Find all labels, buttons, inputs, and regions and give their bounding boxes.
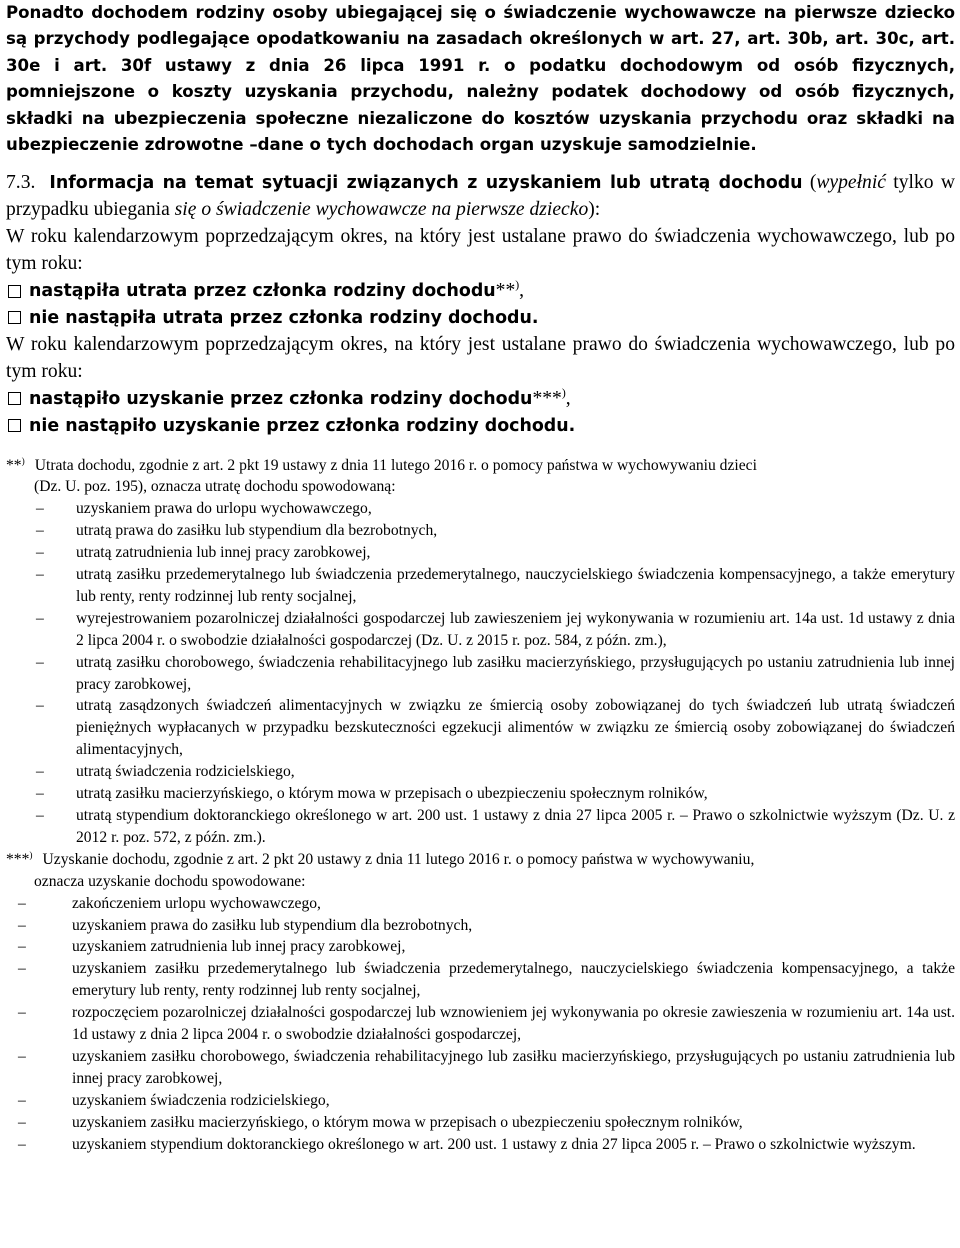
list-item: – uzyskaniem prawa do urlopu wychowawczego, — [6, 498, 955, 520]
list-item: – utratą zatrudnienia lub innej pracy zarobkowej, — [6, 542, 955, 564]
loss-option-yes-sup: ) — [515, 278, 520, 292]
loss-question: W roku kalendarzowym poprzedzającym okres, na który jest ustalane prawo do świadczenia wychowawczego, lub po tym roku: — [6, 226, 955, 275]
footnote-loss-marker-sup: ) — [21, 456, 25, 467]
checkbox-gain-yes[interactable] — [8, 392, 21, 405]
footnote-loss-line1: Utrata dochodu, zgodnie z art. 2 pkt 19 ustawy z dnia 11 lutego 2016 r. o pomocy państwa w wychowywaniu dzieci — [34, 456, 757, 474]
gain-option-yes-sup: ) — [561, 386, 566, 400]
paren-normal: tylko w przypadku ubiegania — [6, 172, 955, 221]
list-item: – wyrejestrowaniem pozarolniczej działalności gospodarczej lub zawieszeniem jej wykonywania w rozumieniu art. 14a ust. 1d ustawy z dnia 2 lipca 2004 r. o swobodzie działalności gospodarczej (Dz. U. z 2015 r. poz. 584, z późn. zm.), — [6, 608, 955, 652]
list-item: – utratą prawa do zasiłku lub stypendium dla bezrobotnych, — [6, 520, 955, 542]
list-item: – uzyskaniem stypendium doktoranckiego określonego w art. 200 ust. 1 ustawy z dnia 27 lipca 2005 r. – Prawo o szkolnictwie wyższym. — [6, 1134, 955, 1156]
footnote-gain-intro — [6, 849, 955, 893]
checkbox-gain-no[interactable] — [8, 419, 21, 432]
footnote-loss — [6, 455, 955, 849]
list-item: – utratą zasiłku macierzyńskiego, o którym mowa w przepisach o ubezpieczeniu społecznym rolników, — [6, 783, 955, 805]
gain-option-no-label: nie nastąpiło uzyskanie przez członka rodziny dochodu. — [29, 415, 576, 436]
section-7-3 — [6, 170, 955, 439]
gain-option-yes-tail: , — [565, 387, 571, 409]
list-item: – uzyskaniem zasiłku przedemerytalnego lub świadczenia przedemerytalnego, nauczycielskiego świadczenia kompensacyjnego, a także emerytury lub renty, renty rodzinnej lub renty socjalnej, — [6, 958, 955, 1002]
list-item: – uzyskaniem zasiłku macierzyńskiego, o którym mowa w przepisach o ubezpieczeniu społecznym rolników, — [6, 1112, 955, 1134]
checkbox-loss-yes[interactable] — [8, 285, 21, 298]
paren-italic-2: się o świadczenie wychowawcze na pierwsze dziecko — [174, 199, 589, 221]
footnote-gain-line1: Uzyskanie dochodu, zgodnie z art. 2 pkt 20 ustawy z dnia 11 lutego 2016 r. o pomocy państwa w wychowywaniu, — [42, 850, 755, 868]
list-item: – rozpoczęciem pozarolniczej działalności gospodarczej lub wznowieniem jej wykonywania po okresie zawieszenia w rozumieniu art. 14a ust. 1d ustawy z dnia 2 lipca 2004 r. o swobodzie działalności gospodarczej, — [6, 1002, 955, 1046]
checkbox-loss-no[interactable] — [8, 311, 21, 324]
list-item: – utratą zasądzonych świadczeń alimentacyjnych w związku ze śmiercią osoby zobowiązanej do tych świadczeń lub utratą świadczeń pieniężnych wypłacanych w przypadku bezskuteczności egzekucji alimentów w związku ze śmiercią osoby zobowiązanej do świadczeń alimentacyjnych, — [6, 695, 955, 761]
list-item: – utratą stypendium doktoranckiego określonego w art. 200 ust. 1 ustawy z dnia 27 lipca 2005 r. – Prawo o szkolnictwie wyższym (Dz. U. z 2012 r. poz. 572, z późn. zm.). — [6, 805, 955, 849]
paren-open: ( — [802, 172, 817, 194]
paren-italic-1: wypełnić — [816, 172, 886, 194]
list-item: – uzyskaniem zasiłku chorobowego, świadczenia rehabilitacyjnego lub zasiłku macierzyńskiego, przysługujących po ustaniu zatrudnienia lub innej pracy zarobkowej, — [6, 1046, 955, 1090]
list-item: – utratą zasiłku przedemerytalnego lub świadczenia przedemerytalnego, nauczycielskiego świadczenia kompensacyjnego, a także emerytury lub renty, renty rodzinnej lub renty socjalnej, — [6, 564, 955, 608]
footnote-loss-list — [6, 498, 955, 849]
intro-paragraph: Ponadto dochodem rodziny osoby ubiegającej się o świadczenie wychowawcze na pierwsze dziecko są przychody podlegające opodatkowaniu na zasadach określonych w art. 27, art. 30b, art. 30c, art. 30e i art. 30f ustawy z dnia 26 lipca 1991 r. o podatku dochodowym od osób fizycznych, pomniejszone o koszty uzyskania przychodu, należny podatek dochodowy od osób fizycznych, składki na ubezpieczenia społeczne niezaliczone do kosztów uzyskania przychodu oraz składki na ubezpieczenie zdrowotne –dane o tych dochodach organ uzyskuje samodzielnie. — [6, 3, 955, 155]
footnote-loss-marker: ** — [6, 456, 22, 474]
footnote-loss-line2: (Dz. U. poz. 195), oznacza utratę dochodu spowodowaną: — [34, 478, 396, 496]
list-item: – uzyskaniem świadczenia rodzicielskiego, — [6, 1090, 955, 1112]
footnote-gain-list — [6, 893, 955, 1156]
loss-option-no-label: nie nastąpiła utrata przez członka rodziny dochodu. — [29, 307, 539, 328]
list-item: – uzyskaniem zatrudnienia lub innej pracy zarobkowej, — [6, 936, 955, 958]
list-item: – utratą zasiłku chorobowego, świadczenia rehabilitacyjnego lub zasiłku macierzyńskiego, przysługujących po ustaniu zatrudnienia lub innej pracy zarobkowej, — [6, 652, 955, 696]
gain-option-no[interactable] — [6, 413, 955, 440]
loss-option-yes-label: nastąpiła utrata przez członka rodziny dochodu — [29, 281, 496, 302]
loss-option-yes[interactable] — [6, 278, 955, 305]
list-item: – utratą świadczenia rodzicielskiego, — [6, 761, 955, 783]
gain-question: W roku kalendarzowym poprzedzającym okres, na który jest ustalane prawo do świadczenia wychowawczego, lub po tym roku: — [6, 333, 955, 382]
gain-option-yes-ref: *** — [532, 387, 562, 409]
paren-close: ): — [588, 199, 601, 221]
list-item: – zakończeniem urlopu wychowawczego, — [6, 893, 955, 915]
footnote-gain-line2: oznacza uzyskanie dochodu spowodowane: — [34, 872, 306, 890]
section-heading-line — [6, 170, 955, 224]
list-item: – uzyskaniem prawa do zasiłku lub stypendium dla bezrobotnych, — [6, 915, 955, 937]
footnote-gain — [6, 849, 955, 1156]
section-heading: Informacja na temat sytuacji związanych z uzyskaniem lub utratą dochodu — [49, 173, 803, 194]
footnote-loss-intro — [6, 455, 955, 499]
section-number: 7.3. — [6, 172, 36, 194]
loss-option-no[interactable] — [6, 305, 955, 332]
loss-option-yes-ref: ** — [495, 280, 516, 302]
footnote-gain-marker: *** — [6, 850, 30, 868]
gain-option-yes[interactable] — [6, 386, 955, 413]
footnote-gain-marker-sup: ) — [29, 850, 33, 861]
loss-option-yes-tail: , — [519, 280, 525, 302]
gain-option-yes-label: nastąpiło uzyskanie przez członka rodziny dochodu — [29, 388, 533, 409]
